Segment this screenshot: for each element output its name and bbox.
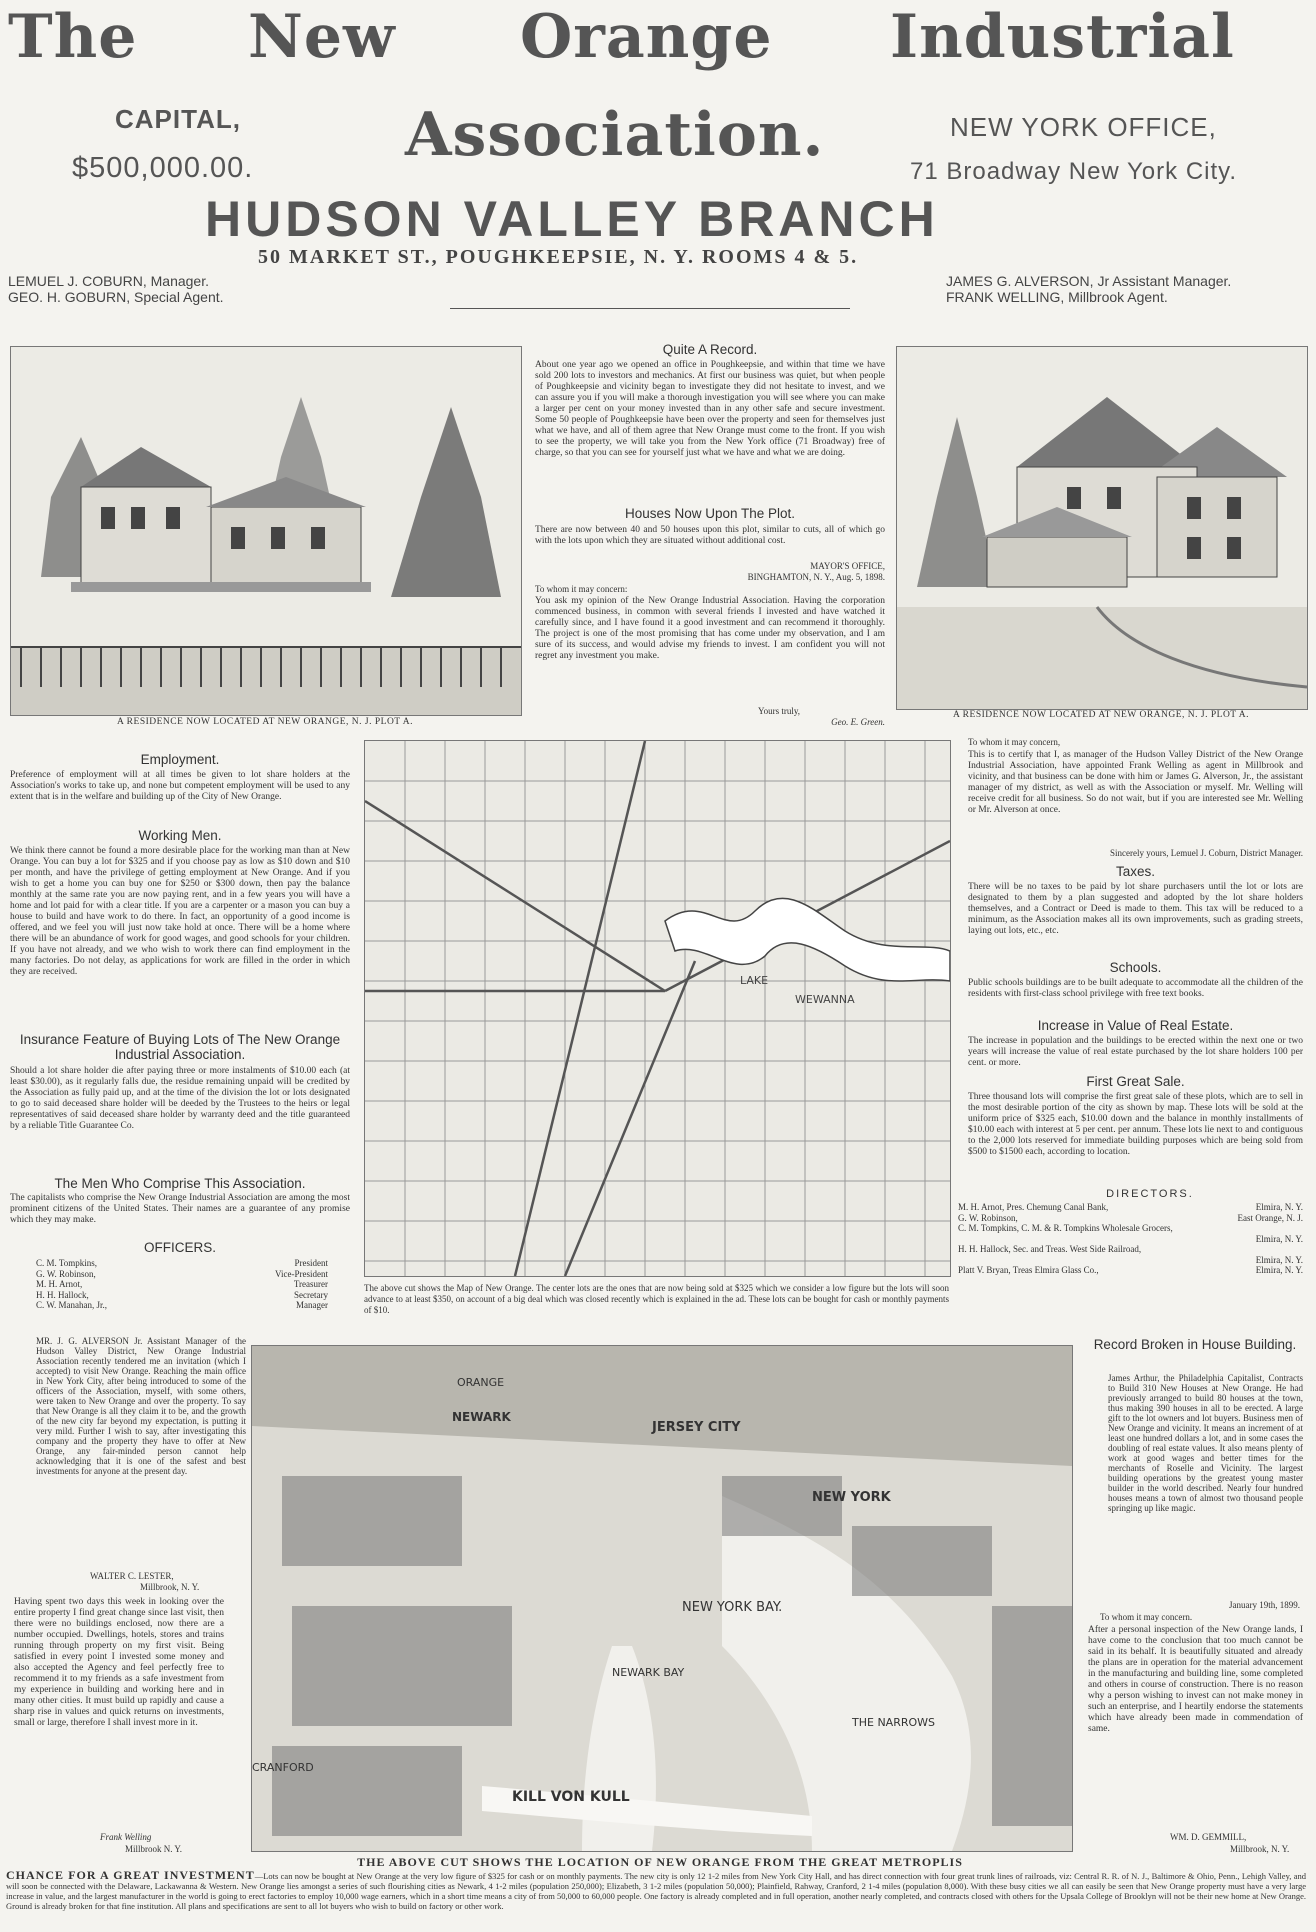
director-name: G. W. Robinson, bbox=[958, 1212, 1018, 1223]
record-broken-title: Record Broken in House Building. bbox=[1093, 1337, 1297, 1352]
officers-list bbox=[36, 1258, 328, 1311]
first-sale-title: First Great Sale. bbox=[1086, 1074, 1185, 1089]
gemmill-letter-sign: WM. D. GEMMILL, bbox=[1170, 1832, 1247, 1842]
director-row bbox=[958, 1213, 1303, 1224]
schools-title: Schools. bbox=[1109, 960, 1162, 975]
employment-body: Preference of employment will at all times be given to lot share holders at the Association's works to take up, and none but competent employment will be used to any extent that is in the welfare and building up of the City of New Orange. bbox=[10, 770, 350, 802]
view-label-cranford: CRANFORD bbox=[252, 1761, 314, 1774]
director-row bbox=[958, 1244, 1303, 1265]
masthead-title-association: Association. bbox=[405, 100, 825, 170]
officers-title: OFFICERS. bbox=[143, 1240, 216, 1255]
officer-row bbox=[36, 1290, 328, 1301]
birdseye-map-icon bbox=[252, 1346, 1072, 1851]
alverson-letter-place: Millbrook, N. Y. bbox=[140, 1582, 200, 1592]
staff-left-1: LEMUEL J. COBURN, Manager. bbox=[8, 273, 209, 289]
view-label-new-york: NEW YORK bbox=[812, 1490, 891, 1505]
employment-title: Employment. bbox=[140, 752, 220, 767]
to-whom-salute: To whom it may concern, bbox=[968, 737, 1061, 747]
capital-label: CAPITAL, bbox=[115, 104, 241, 134]
chance-title: CHANCE FOR A GREAT INVESTMENT bbox=[6, 1870, 255, 1882]
map-label-wewanna: WEWANNA bbox=[795, 993, 855, 1006]
director-name: M. H. Arnot, Pres. Chemung Canal Bank, bbox=[958, 1202, 1109, 1212]
officer-role: Manager bbox=[296, 1300, 328, 1310]
officer-row bbox=[36, 1258, 328, 1269]
officer-name: H. H. Hallock, bbox=[36, 1289, 89, 1300]
view-label-kill-von-kull: KILL VON KULL bbox=[512, 1789, 630, 1805]
chance-paragraph bbox=[6, 1870, 1306, 1930]
mayor-letter-close: Yours truly, bbox=[757, 706, 800, 716]
gemmill-letter-place: Millbrook, N. Y. bbox=[1230, 1844, 1290, 1854]
quite-a-record-title: Quite A Record. bbox=[662, 342, 758, 357]
director-row bbox=[958, 1223, 1303, 1244]
director-place: Elmira, N. Y. bbox=[1255, 1202, 1303, 1212]
mayor-letter-place: BINGHAMTON, N. Y., Aug. 5, 1898. bbox=[747, 572, 885, 582]
director-row bbox=[958, 1202, 1303, 1213]
view-label-jersey-city: JERSEY CITY bbox=[652, 1420, 741, 1435]
officer-name: C. W. Manahan, Jr., bbox=[36, 1300, 107, 1310]
view-label-new-york-bay: NEW YORK BAY. bbox=[682, 1600, 783, 1615]
to-whom-sign: Sincerely yours, Lemuel J. Coburn, District Manager. bbox=[1110, 848, 1303, 858]
insurance-title: Insurance Feature of Buying Lots of The New Orange Industrial Association. bbox=[19, 1032, 341, 1062]
quite-a-record-body: About one year ago we opened an office in Poughkeepsie, and within that time we have sold 200 lots to investors and mechanics. At first our business was quiet, but when people of Poughkeepsie and vicinity began to investigate they did not hesitate to invest, and we can assure you if you will make a thorough investigation you will see where you can make a larger per cent on your money invested than in any other safe and secure investment. Some 50 people of Poughkeepsie have been over the property and seen for themselves just what we have, and all of them agree that New Orange must come to the front. If you wish to see the property, we will take you from the New York office (71 Broadway) free of charge, so that you can see for yourself just what we have and what we are doing. bbox=[535, 360, 885, 458]
mayor-letter-salute: To whom it may concern: bbox=[535, 584, 628, 594]
officer-row bbox=[36, 1300, 328, 1311]
house-illustration-icon bbox=[897, 347, 1307, 709]
caption-residence-right: A RESIDENCE NOW LOCATED AT NEW ORANGE, N. J. PLOT A. bbox=[952, 710, 1250, 720]
houses-now-body: There are now between 40 and 50 houses upon this plot, similar to cuts, all of which go with the lots upon which they are situated without additional cost. bbox=[535, 525, 885, 546]
schools-body: Public schools buildings are to be built adequate to accommodate all the children of the residents with first-class school privilege with free text books. bbox=[968, 978, 1303, 999]
new-orange-map bbox=[364, 740, 951, 1277]
officer-row bbox=[36, 1269, 328, 1280]
map-label-lake: LAKE bbox=[740, 974, 769, 987]
working-men-body: We think there cannot be found a more desirable place for the working man than at New Orange. You can buy a lot for $325 and if you choose pay as low as $10 down and $10 per month, and have the privilege of getting employment at New Orange. And if you wish to get a home you can buy one for $250 or $300 down, then pay the balance monthly at the same rate you are now paying rent, and in a few years you will have a home and lot paid for with a clear title. If you are a carpenter or a mason you can buy a house to build and have work to do there. In fact, an opportunity of a good income is offered, and we feel you will just now take hold at once. There will be a home where there will be an abundance of work for good wages, and good schools for your children. If you have not already, and we who wish to work there can find employment in the many factories. Do not delay, as applications for work are filled in the order in which they are received. bbox=[10, 846, 350, 977]
welling-letter-body: Having spent two days this week in looking over the entire property I find great change since last visit, then there were no buildings enclosed, now there are a number occupied. Dwellings, hotels, stores and trains running through property on my first visit. Being satisfied in every point I invested some money and also accepted the Agency and feel perfectly free to recommend it to my friends as a safe investment from my experience in building and working here and in many other cities. It must build up rapidly and cause a sharp rise in values and quick returns on investments, small or large, therefore I shall invest more in it. bbox=[14, 1597, 224, 1728]
houses-now-title: Houses Now Upon The Plot. bbox=[624, 506, 796, 521]
masthead-title-orange: Orange bbox=[520, 2, 773, 72]
director-name: H. H. Hallock, Sec. and Treas. West Side Railroad, bbox=[958, 1244, 1142, 1254]
working-men-title: Working Men. bbox=[138, 828, 222, 843]
view-label-the-narrows: THE NARROWS bbox=[852, 1716, 935, 1729]
alverson-letter-body: MR. J. G. ALVERSON Jr. Assistant Manager of the Hudson Valley District, New Orange Industrial Association recently tendered me an invitation (which I accepted) to visit New Orange. Reaching the main office in New York City, after being introduced to some of the officers of the Association, myself, with some others, were taken to New Orange and over the property. To say that New Orange is all they claim it to be, and the growth of the new city far beyond my expectation, is putting it very mild. Further I wish to say, after investigating this company and the property they have to offer at New Orange, any fair-minded person cannot help acknowledging that it is one of the safest and best investments for anyone at the present day. bbox=[36, 1336, 246, 1476]
metropolis-birdseye-view bbox=[251, 1345, 1073, 1852]
officer-name: G. W. Robinson, bbox=[36, 1268, 96, 1279]
office-address: 71 Broadway New York City. bbox=[910, 158, 1238, 185]
gemmill-letter-date: January 19th, 1899. bbox=[1229, 1600, 1300, 1610]
welling-letter-place: Millbrook N. Y. bbox=[125, 1844, 183, 1854]
officer-role: Treasurer bbox=[293, 1279, 328, 1289]
alverson-letter-sign: WALTER C. LESTER, bbox=[90, 1571, 174, 1581]
taxes-title: Taxes. bbox=[1115, 864, 1156, 879]
view-label-newark-bay: NEWARK BAY bbox=[612, 1666, 685, 1679]
first-sale-body: Three thousand lots will comprise the first great sale of these plots, which are to sell in the most desirable portion of the city as shown by map. These lots will be sold at the uniform price of $325 each, $10.00 down and the balance in monthly installments of $10.00 each with interest at 5 per cent. per annum. These lots lie next to and contiguous to the 2,000 lots reserved for immediate building purposes which are being sold from $500 to $1500 each, according to location. bbox=[968, 1092, 1303, 1157]
masthead-title-the: The bbox=[8, 2, 138, 72]
office-label: NEW YORK OFFICE, bbox=[950, 112, 1217, 142]
header-divider bbox=[450, 308, 850, 309]
street-map-icon bbox=[365, 741, 950, 1276]
director-name: Platt V. Bryan, Treas Elmira Glass Co., bbox=[958, 1265, 1099, 1275]
director-place: Elmira, N. Y. bbox=[1255, 1233, 1303, 1244]
director-place: Elmira, N. Y. bbox=[1255, 1254, 1303, 1265]
directors-title: DIRECTORS. bbox=[1106, 1188, 1194, 1200]
mayor-letter-body: You ask my opinion of the New Orange Industrial Association. Having the corporation commenced business, in common with several friends I invested and have watched it carefully since, and I have found it a good investment and can recommend it thoroughly. The project is one of the most promising that has come under my observation, and I am sure of its success, and would advise my friends to invest. I am confident you will not regret any investment you make. bbox=[535, 596, 885, 661]
officer-role: President bbox=[294, 1258, 328, 1268]
welling-letter-sign: Frank Welling bbox=[100, 1832, 152, 1842]
men-who-comprise-body: The capitalists who comprise the New Orange Industrial Association are among the most prominent citizens of the United States. Their names are a guarantee of any promise which they may make. bbox=[10, 1193, 350, 1225]
increase-title: Increase in Value of Real Estate. bbox=[1037, 1018, 1234, 1033]
director-place: East Orange, N. J. bbox=[1237, 1212, 1303, 1223]
branch-address: 50 MARKET ST., POUGHKEEPSIE, N. Y. ROOMS 4 & 5. bbox=[258, 246, 859, 268]
masthead-title-industrial: Industrial bbox=[890, 2, 1235, 72]
officer-name: M. H. Arnot, bbox=[36, 1279, 83, 1289]
bottom-cut-caption: THE ABOVE CUT SHOWS THE LOCATION OF NEW ORANGE FROM THE GREAT METROPLIS bbox=[357, 1855, 963, 1869]
officer-name: C. M. Tompkins, bbox=[36, 1258, 97, 1268]
staff-right-1: JAMES G. ALVERSON, Jr Assistant Manager. bbox=[946, 273, 1232, 289]
branch-title: HUDSON VALLEY BRANCH bbox=[205, 191, 939, 247]
caption-residence-left: A RESIDENCE NOW LOCATED AT NEW ORANGE, N. J. PLOT A. bbox=[116, 717, 414, 727]
insurance-body: Should a lot share holder die after paying three or more instalments of $10.00 each (at least $30.00), as it regularly falls due, the residue remaining unpaid will be credited by the Association as fully paid up, and at the time of the division the lot or lots designated to go to said deceased share holder will be deeded by the Trustees to the heirs or legal representatives of said deceased share holder by warranty deed and the title guaranteed by a reliable Title Guarantee Co. bbox=[10, 1066, 350, 1131]
house-illustration-icon bbox=[11, 347, 521, 715]
staff-right-2: FRANK WELLING, Millbrook Agent. bbox=[946, 289, 1168, 305]
staff-left-2: GEO. H. GOBURN, Special Agent. bbox=[8, 289, 224, 305]
mayor-letter-head: MAYOR'S OFFICE, bbox=[810, 561, 885, 571]
mayor-letter-sign: Geo. E. Green. bbox=[831, 717, 885, 727]
officer-role: Vice-President bbox=[275, 1268, 328, 1279]
masthead-title-new: New bbox=[248, 2, 396, 72]
officer-role: Secretary bbox=[294, 1289, 328, 1300]
taxes-body: There will be no taxes to be paid by lot share purchasers until the lot or lots are designated to them by a plan suggested and adopted by the lot share holders themselves, and a Contract or Deed is made to them. This tax will be reduced to a minimum, as the Association makes all its own improvements, such as grading streets, laying out lots, etc., etc. bbox=[968, 882, 1303, 936]
chance-body: —Lots can now be bought at New Orange at the very low figure of $325 for cash or on monthly payments. The new city is only 12 1-2 miles from New York City Hall, and has direct connection with four great trunk lines of railroads, viz: Central R. R. of N. J., Baltimore & Ohio, Penn., Lehigh Valley, and will soon be connected with the Delaware, Lackawanna & Western. New Orange lies amongst a series of such flourishing cities as Newark, 4 1-2 miles (population 250,000); Elizabeth, 3 1-2 miles (population 50,000); Plainfield, Rahway, Cranford, 2 1-4 miles (population 8,000). With these busy cities we all can easily be seen that New Orange property must have a very large increase in value, and the largest manufacturer in the world is going to erect factories to employ 10,000 wage earners, which in a short time means a city of from 50,000 to 60,000 people. One factory is already completed and in full operation, another nearly completed, and contracts closed with others for the Upsala College of Brooklyn will not be their new home at New Orange. Ground is already broken for that fine institution. All plans and specifications are sent to all lot buyers who wish to build on factory or other work. bbox=[6, 1871, 1306, 1911]
record-broken-body: James Arthur, the Philadelphia Capitalist, Contracts to Build 310 New Houses at New Orange. He had previously arranged to build 80 houses at the town, thus making 390 houses in all to be erected. A large gift to the lot owners and lot buyers. Business men of New Orange and vicinity. It means an increment of at least one hundred dollars a lot, and in some cases the doubling of real estate values. It also means plenty of work at good wages and better times for the merchants of Roselle and Vicinity. The largest building operations by the greatest young master builder in the world described. Nearly four hundred houses means a town of almost two thousand people springing up like magic. bbox=[1108, 1373, 1303, 1513]
residence-illustration-right bbox=[896, 346, 1308, 710]
view-label-orange: ORANGE bbox=[457, 1376, 505, 1389]
map-caption: The above cut shows the Map of New Orange. The center lots are the ones that are now being sold at $325 which we consider a low figure but the lots will soon advance to at least $350, on account of a big deal which was closed recently which is explained in the ad. These lots can be bought for cash or monthly payments of $10. bbox=[364, 1283, 949, 1315]
directors-list bbox=[958, 1202, 1303, 1276]
director-name: C. M. Tompkins, C. M. & R. Tompkins Wholesale Grocers, bbox=[958, 1223, 1173, 1233]
men-who-comprise-title: The Men Who Comprise This Association. bbox=[54, 1176, 306, 1191]
to-whom-body: This is to certify that I, as manager of the Hudson Valley District of the New Orange Industrial Association, have appointed Frank Welling as agent in Millbrook and vicinity, and that business can be done with him or James G. Alverson, Jr., the assistant manager of my district, as well as with the Association or myself. Mr. Welling will receive credit for all business. So do not wait, but if you are interested see Mr. Welling or Mr. Alverson at once. bbox=[968, 750, 1303, 815]
gemmill-letter-salute: To whom it may concern. bbox=[1100, 1612, 1193, 1622]
capital-value: $500,000.00. bbox=[72, 152, 254, 184]
view-label-newark: NEWARK bbox=[452, 1410, 511, 1424]
gemmill-letter-body: After a personal inspection of the New Orange lands, I have come to the conclusion that too much cannot be said in its behalf. It is beautifully situated and already the plans are in operation for the material advancement in the manufacturing and building line, some completed and others in course of construction. There is no reason why a person wishing to invest can not make money in such an enterprise, and I heartily endorse the statements which have already been made in commendation of same. bbox=[1088, 1625, 1303, 1734]
residence-illustration-left bbox=[10, 346, 522, 716]
director-row bbox=[958, 1265, 1303, 1276]
increase-body: The increase in population and the buildings to be erected within the next one or two years will increase the value of real estate purchased by the lot share holders 100 per cent. or more. bbox=[968, 1036, 1303, 1068]
officer-row bbox=[36, 1279, 328, 1290]
director-place: Elmira, N. Y. bbox=[1255, 1265, 1303, 1275]
